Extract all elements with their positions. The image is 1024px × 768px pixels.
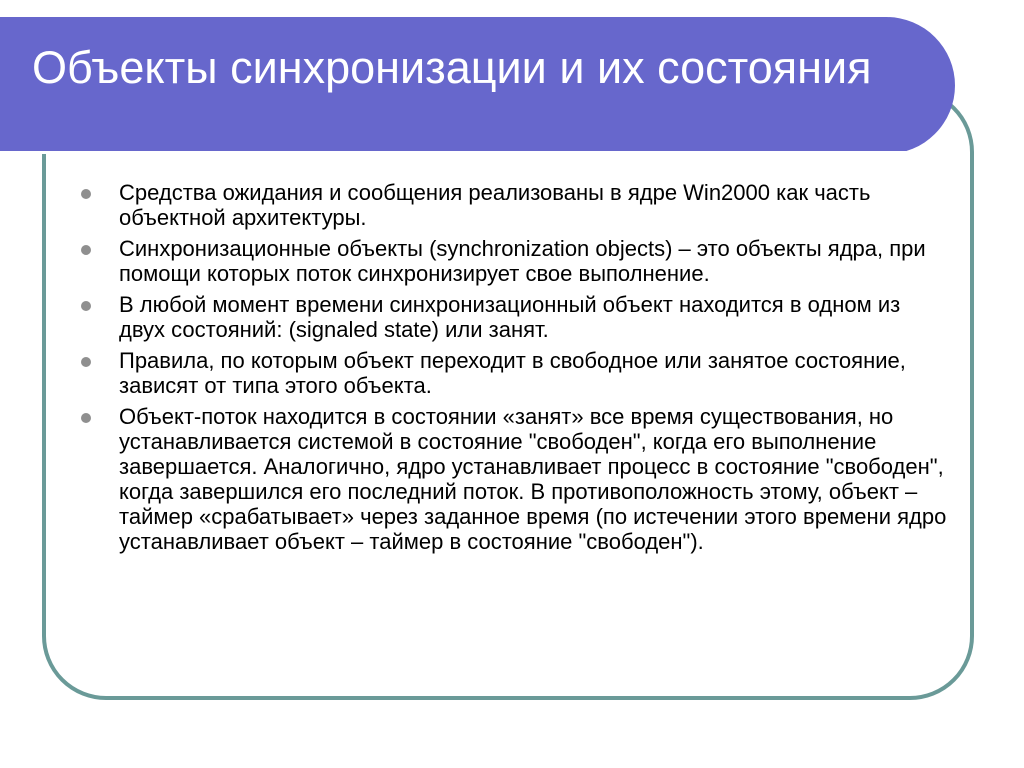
title-banner <box>0 17 955 154</box>
slide-title: Объекты синхронизации и их состояния <box>32 42 872 93</box>
bullet-dot-icon <box>81 245 91 255</box>
bullet-list <box>78 180 948 554</box>
slide-body <box>78 180 948 560</box>
bullet-text: Синхронизационные объекты (synchronization objects) – это объекты ядра, при помощи которых поток синхронизирует свое выполнение. <box>119 236 926 286</box>
bullet-item <box>78 404 948 554</box>
bullet-dot-icon <box>81 301 91 311</box>
bullet-item <box>78 180 948 230</box>
bullet-text: Средства ожидания и сообщения реализованы в ядре Win2000 как часть объектной архитектуры. <box>119 180 871 230</box>
bullet-item <box>78 236 948 286</box>
bullet-dot-icon <box>81 413 91 423</box>
bullet-item <box>78 348 948 398</box>
bullet-text: В любой момент времени синхронизационный объект находится в одном из двух состояний: (signaled state) или занят. <box>119 292 901 342</box>
title-underline <box>0 151 906 154</box>
bullet-dot-icon <box>81 189 91 199</box>
bullet-item <box>78 292 948 342</box>
bullet-text: Правила, по которым объект переходит в свободное или занятое состояние, зависят от типа этого объекта. <box>119 348 906 398</box>
bullet-dot-icon <box>81 357 91 367</box>
bullet-text: Объект-поток находится в состоянии «занят» все время существования, но устанавливается системой в состояние "свободен", когда его выполнение завершается. Аналогично, ядро устанавливает процесс в состояние "свободен", когда завершился его последний поток. В противоположность этому, объект – таймер «срабатывает» через заданное время (по истечении этого времени ядро устанавливает объект – таймер в состояние "свободен"). <box>119 404 947 554</box>
